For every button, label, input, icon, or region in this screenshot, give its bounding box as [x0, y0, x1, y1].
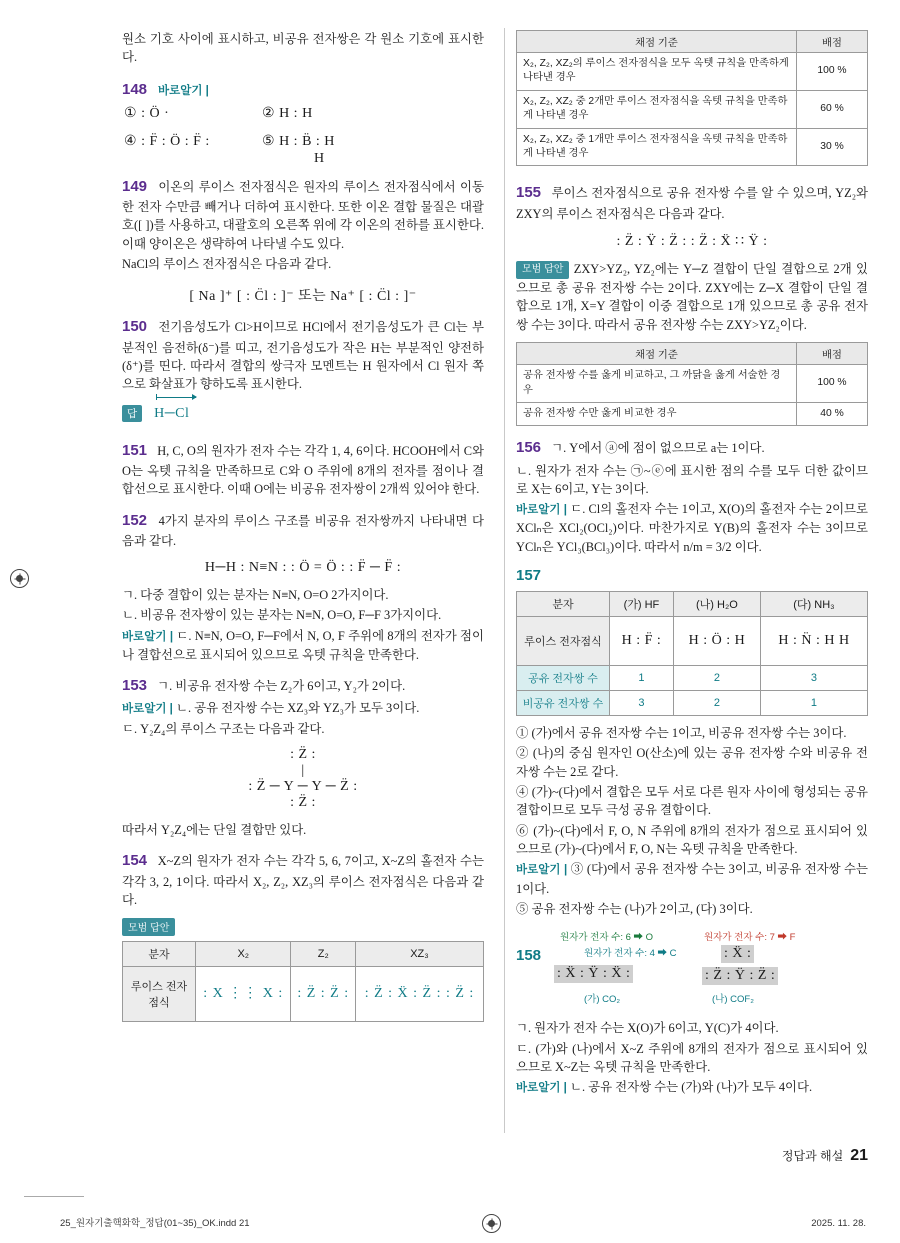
q157-table	[516, 591, 868, 716]
question-155	[516, 182, 868, 426]
row-label-lewis: 루이스 전자점식	[517, 616, 610, 665]
q153-line-2: ㄴ. 공유 전자쌍 수는 XZ₃와 YZ₃가 모두 3이다.	[175, 701, 420, 716]
column-divider	[504, 28, 505, 1133]
col-header-2: (나) H₂O	[673, 591, 760, 616]
q152-line-2: ㄴ. 비공유 전자쌍이 있는 분자는 N≡N, O=O, F─F 3가지이다.	[122, 608, 442, 623]
table-header-row	[517, 591, 868, 616]
lewis-structure-2: H : H	[279, 105, 313, 121]
q153-struct-line-1: : Z̈ :	[290, 746, 316, 762]
q152-line-1: ㄱ. 다중 결합이 있는 분자는 N≡N, O=O 2가지이다.	[122, 588, 389, 603]
option-label-4: ④	[124, 133, 138, 149]
question-number-151: 151	[122, 441, 148, 459]
baroalgi-tag-156: 바로알기 |	[516, 504, 567, 517]
cell-x2: : X ⋮⋮ X :	[196, 966, 291, 1021]
col-header-2: Z₂	[291, 941, 356, 966]
rubric-criteria: X₂, Z₂, XZ₂의 루이스 전자점식을 모두 옥텟 규칙을 만족하게 나타낸 경우	[517, 53, 797, 91]
lewis-structure-5: H : B̈ : H	[279, 133, 335, 149]
col-header-0: 분자	[517, 591, 610, 616]
question-153	[122, 675, 484, 839]
option-label-5: ⑤	[262, 133, 276, 149]
question-154	[122, 850, 484, 1021]
q151-text: H, C, O의 원자가 전자 수는 각각 1, 4, 6이다. HCOOH에서 C와 O는 옥텟 규칙을 만족하므로 C와 O 주위에 8개의 전자를 점이나 결합선으로 표시한다. 이때 O에는 비공유 전자쌍이 2개씩 있어야 한다.	[122, 443, 484, 497]
rubric-row	[517, 128, 868, 166]
question-158	[516, 929, 868, 1097]
question-number-153: 153	[122, 677, 148, 695]
question-148	[122, 81, 484, 165]
rubric-row	[517, 90, 868, 128]
q150-text: 전기음성도가 Cl>H이므로 HCl에서 전기음성도가 큰 Cl는 부분적인 음전하(δ⁻)를 띠고, 전기음성도가 작은 H는 부분적인 양전하(δ⁺)를 띤다. 따라서 결합의 쌍극자 모멘트는 H 원자에서 Cl 원자 쪽으로 화살표가 향하도록 표시한다.	[122, 320, 484, 392]
question-149	[122, 176, 484, 306]
row-label-shared: 공유 전자쌍 수	[517, 665, 610, 690]
row-label-lone: 비공유 전자쌍 수	[517, 690, 610, 715]
page-footer	[0, 1173, 900, 1243]
question-number-157: 157	[516, 566, 542, 584]
question-number-158: 158	[516, 947, 542, 965]
baroalgi-tag-152: 바로알기 |	[122, 630, 174, 643]
lewis-cof2-top: : Ẍ :	[721, 945, 754, 963]
q153-line-4: 따라서 Y₂Z₄에는 단일 결합만 있다.	[122, 823, 307, 838]
lone-h2o: 2	[673, 690, 760, 715]
question-number-148: 148	[122, 80, 148, 98]
question-number-154: 154	[122, 852, 148, 870]
rubric-table-top	[516, 30, 868, 166]
q158-line-1: ㄱ. 원자가 전자 수는 X(O)가 6이고, Y(C)가 4이다.	[516, 1021, 779, 1036]
question-157	[516, 567, 868, 918]
rubric-row	[517, 402, 868, 425]
lewis-structure-5-sub: H	[314, 150, 325, 166]
q153-struct-line-4: : Z̈ :	[290, 795, 316, 810]
caption-cof2: (나) COF₂	[712, 994, 754, 1006]
q157-line-5: ③ (다)에서 공유 전자쌍 수는 3이고, 비공유 전자쌍 수는 1이다.	[516, 862, 869, 896]
rubric-score: 60 %	[797, 90, 868, 128]
col-header-3: (다) NH₃	[760, 591, 867, 616]
q156-line-2: ㄴ. 원자가 전자 수는 ㉠~ⓔ에 표시한 점의 수를 모두 더한 값이므로 X는 6이고, Y는 3이다.	[516, 463, 868, 496]
lone-nh3: 1	[760, 690, 867, 715]
table-row-lewis	[517, 616, 868, 665]
q153-line-3: ㄷ. Y₂Z₄의 루이스 구조는 다음과 같다.	[122, 722, 325, 737]
baroalgi-tag-158: 바로알기 |	[516, 1082, 567, 1095]
rubric-criteria: 공유 전자쌍 수를 옳게 비교하고, 그 까닭을 옳게 서술한 경우	[517, 365, 797, 403]
q149-text-1: 이온의 루이스 전자점식은 원자의 루이스 전자점식에서 이동한 전자 수만큼 빼거나 더하여 표시한다. 또한 이온 결합 물질은 대괄호([ ])를 사용하고, 대괄호의 오른쪽 위에 각 이온의 전하를 표시한다. 이때 양이온은 생략하여 나타낼 수도 있다.	[122, 179, 484, 251]
lewis-h2o: H : Ö : H	[673, 616, 760, 665]
question-150	[122, 316, 484, 421]
rubric-col-criteria: 채점 기준	[517, 343, 797, 365]
q149-structure: [ Na ]⁺ [ : C̈l : ]⁻ 또는 Na⁺ [ : C̈l : ]⁻	[189, 289, 417, 305]
table-row-lone	[517, 690, 868, 715]
table-row	[123, 966, 484, 1021]
q150-answer: H─Cl	[154, 405, 190, 421]
q155-answer: ZXY>YZ₂, YZ₂에는 Y─Z 결합이 단일 결합으로 2개 있으므로 총 공유 전자쌍 수는 2이다. ZXY에는 Z─X 결합이 단일 결합으로 1개, X=Y 결합이 이중 결합으로 1개 있으므로 총 공유 전자쌍 수는 3이다. 따라서 공유 전자쌍 수는 ZXY>YZ₂이다.	[516, 261, 868, 332]
question-151	[122, 440, 484, 499]
q155-text: 루이스 전자점식으로 공유 전자쌍 수를 알 수 있으며, YZ₂와 ZXY의 루이스 전자점식은 다음과 같다.	[516, 186, 868, 221]
rubric-col-criteria: 채점 기준	[517, 31, 797, 53]
shared-h2o: 2	[673, 665, 760, 690]
col-header-1: X₂	[196, 941, 291, 966]
annotation-c: 원자가 전자 수: 4 ➡ C	[584, 948, 677, 960]
question-156	[516, 437, 868, 556]
lewis-hf: H : F̈ :	[610, 616, 674, 665]
lone-hf: 3	[610, 690, 674, 715]
rubric-col-score: 배점	[797, 31, 868, 53]
left-column	[122, 30, 484, 1033]
question-number-150: 150	[122, 318, 148, 336]
lewis-nh3: H : N̈ : H H	[760, 616, 867, 665]
lewis-cof2: : Z̈ : Ÿ : Z̈ :	[702, 967, 778, 985]
q153-line-1: ㄱ. 비공유 전자쌍 수는 Z₂가 6이고, Y₂가 2이다.	[157, 679, 406, 694]
right-column	[516, 30, 868, 1108]
q158-line-2: ㄷ. (가)와 (나)에서 X~Z 주위에 8개의 전자가 점으로 표시되어 있으므로 X~Z는 옥텟 규칙을 만족한다.	[516, 1041, 868, 1074]
q149-text-2: NaCl의 루이스 전자점식은 다음과 같다.	[122, 256, 332, 271]
lewis-co2: : Ẍ : Ÿ : Ẍ :	[554, 965, 633, 983]
answer-tag-150: 답	[122, 405, 142, 422]
rubric-score: 100 %	[797, 365, 868, 403]
row-label: 루이스 전자점식	[123, 966, 196, 1021]
annotation-o: 원자가 전자 수: 6 ➡ O	[560, 932, 654, 944]
registration-mark-left	[10, 569, 29, 588]
footer-filename: 25_원자기출핵화학_정답(01~35)_OK.indd 21	[60, 1218, 250, 1229]
caption-co2: (가) CO₂	[584, 994, 621, 1006]
q152-text: 4가지 분자의 루이스 구조를 비공유 전자쌍까지 나타내면 다음과 같다.	[122, 513, 484, 548]
option-label-1: ①	[124, 105, 138, 121]
option-label-2: ②	[262, 105, 276, 121]
q157-line-2: ② (나)의 중심 원자인 O(산소)에 있는 공유 전자쌍 수와 비공유 전자쌍 수는 2로 같다.	[516, 746, 868, 779]
q156-line-1: ㄱ. Y에서 ⓐ에 점이 없으므로 a는 1이다.	[551, 441, 765, 456]
baroalgi-tag-153: 바로알기 |	[122, 703, 173, 716]
page-number-block	[782, 1147, 868, 1165]
shared-hf: 1	[610, 665, 674, 690]
question-number-155: 155	[516, 184, 542, 202]
annotation-f: 원자가 전자 수: 7 ➡ F	[704, 932, 796, 944]
page-number: 21	[850, 1147, 868, 1164]
rubric-header-row	[517, 343, 868, 365]
q152-structures: H─H : N≡N : : Ö = Ö : : F̈ ─ F̈ :	[204, 560, 402, 576]
q154-table	[122, 941, 484, 1022]
q152-line-3: ㄷ. N≡N, O=O, F─F에서 N, O, F 주위에 8개의 전자가 점이나 결합선으로 표시되어 있으므로 옥텟 규칙을 만족한다.	[122, 628, 484, 662]
lewis-structure-1: : Ö ·	[141, 105, 170, 121]
table-row-shared	[517, 665, 868, 690]
intro-text: 원소 기호 사이에 표시하고, 비공유 전자쌍은 각 원소 기호에 표시한다.	[122, 32, 484, 65]
baroalgi-tag-157: 바로알기 |	[516, 864, 568, 877]
rubric-col-score: 배점	[797, 343, 868, 365]
question-number-149: 149	[122, 177, 148, 195]
rubric-header-row	[517, 31, 868, 53]
col-header-0: 분자	[123, 941, 196, 966]
q157-line-1: ① (가)에서 공유 전자쌍 수는 1이고, 비공유 전자쌍 수는 3이다.	[516, 725, 847, 740]
q154-text: X~Z의 원자가 전자 수는 각각 5, 6, 7이고, X~Z의 홀전자 수는 각각 3, 2, 1이다. 따라서 X₂, Z₂, XZ₃의 루이스 전자점식은 다음과 같다.	[122, 854, 484, 907]
rubric-score: 40 %	[797, 402, 868, 425]
rubric-criteria: X₂, Z₂, XZ₂ 중 2개만 루이스 전자점식을 옥텟 규칙을 만족하게 나타낸 경우	[517, 90, 797, 128]
q157-line-4: ⑥ (가)~(다)에서 F, O, N 주위에 8개의 전자가 점으로 표시되어 있으므로 (가)~(다)에서 F, O, N는 옥텟 규칙을 만족한다.	[516, 823, 868, 857]
rubric-table-155	[516, 342, 868, 426]
q153-struct-line-2: |	[301, 762, 305, 778]
model-answer-tag-155: 모범 답안	[516, 261, 569, 279]
question-152	[122, 510, 484, 665]
shared-nh3: 3	[760, 665, 867, 690]
q157-line-6: ⑤ 공유 전자쌍 수는 (나)가 2이고, (다) 3이다.	[516, 901, 753, 916]
lewis-structure-4: : F̈ : Ö : F̈ :	[141, 133, 210, 149]
rubric-score: 100 %	[797, 53, 868, 91]
baroalgi-tag-148: 바로알기 |	[158, 84, 209, 97]
q156-line-3: ㄷ. Cl의 홀전자 수는 1이고, X(O)의 홀전자 수는 2이므로 XClₙ은 XCl₂(OCl₂)이다. 마찬가지로 Y(B)의 홀전자 수는 3이므로 YClₙ은 YCl₃(BCl₃)이다. 따라서 n/m = 3/2 이다.	[516, 502, 868, 554]
col-header-1: (가) HF	[610, 591, 674, 616]
rubric-criteria: 공유 전자쌍 수만 옳게 비교한 경우	[517, 402, 797, 425]
table-header-row	[123, 941, 484, 966]
rubric-row	[517, 53, 868, 91]
rubric-row	[517, 365, 868, 403]
q153-struct-line-3: : Z̈ ─ Y ─ Y ─ Z̈ :	[248, 778, 358, 794]
q155-structures: : Z̈ : Ÿ : Z̈ : : Z̈ : Ẍ ∷ Ÿ :	[616, 233, 768, 249]
q157-line-3: ④ (가)~(다)에서 결합은 모두 서로 다른 원자 사이에 형성되는 공유 결합이므로 모두 극성 공유 결합이다.	[516, 785, 868, 818]
q158-line-3: ㄴ. 공유 전자쌍 수는 (가)와 (나)가 모두 4이다.	[569, 1080, 813, 1095]
footer-date: 2025. 11. 28.	[811, 1218, 866, 1229]
model-answer-tag-154: 모범 답안	[122, 918, 175, 936]
rubric-score: 30 %	[797, 128, 868, 166]
footer-rule	[24, 1196, 84, 1197]
rubric-criteria: X₂, Z₂, XZ₂ 중 1개만 루이스 전자점식을 옥텟 규칙을 만족하게 나타낸 경우	[517, 128, 797, 166]
question-number-156: 156	[516, 439, 542, 457]
footer-label: 정답과 해설	[781, 1149, 844, 1163]
col-header-3: XZ₃	[356, 941, 484, 966]
cell-xz3: : Z̈ : Ẍ : Z̈ : : Z̈ :	[356, 966, 484, 1021]
question-number-152: 152	[122, 511, 148, 529]
cell-z2: : Z̈ : Z̈ :	[291, 966, 356, 1021]
